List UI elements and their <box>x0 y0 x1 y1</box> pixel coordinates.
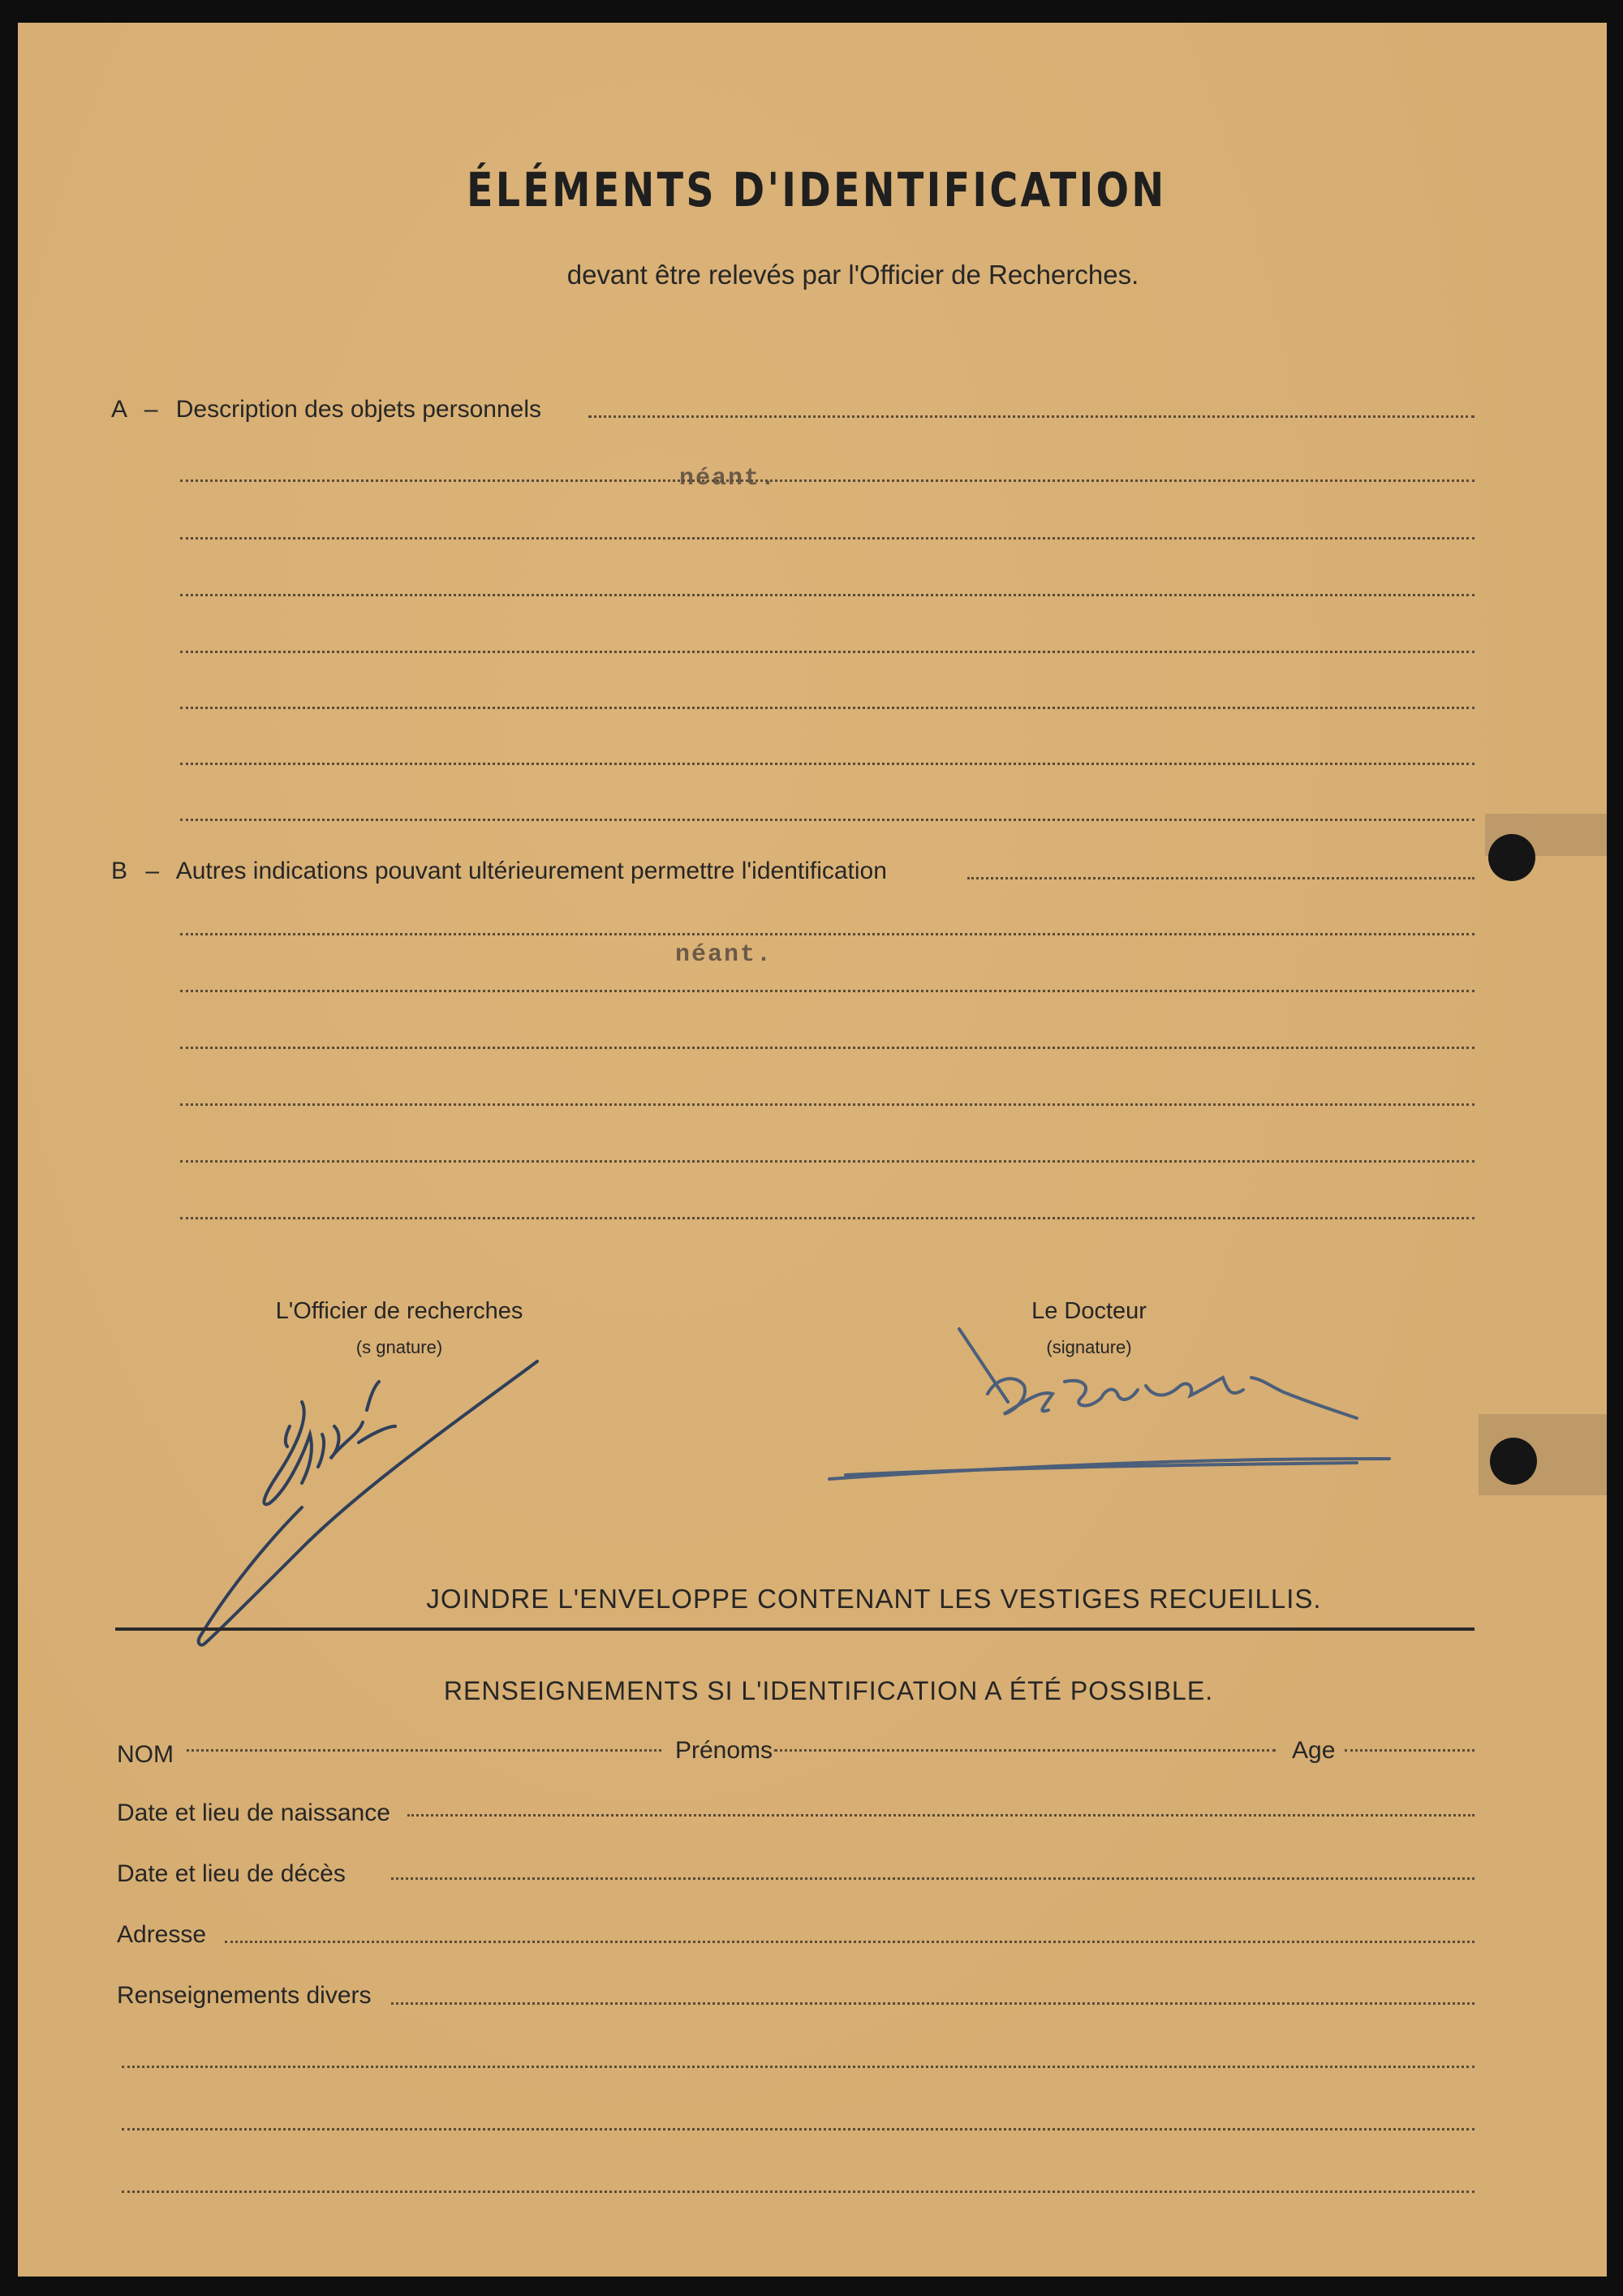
age-field <box>1345 1749 1474 1752</box>
naissance-field <box>407 1814 1474 1817</box>
page-title: ÉLÉMENTS D'IDENTIFICATION <box>467 162 1167 217</box>
punch-hole-top <box>1488 834 1535 881</box>
section-a-dash: – <box>144 396 158 423</box>
adresse-field <box>225 1941 1474 1943</box>
section-a-line-1 <box>588 415 1474 418</box>
officer-signature-title: L'Officier de recherches <box>275 1298 523 1324</box>
identification-heading: RENSEIGNEMENTS SI L'IDENTIFICATION A ÉTÉ POSSIBLE. <box>443 1676 1214 1705</box>
section-a-letter: A <box>111 396 127 423</box>
section-b-label: Autres indications pouvant ultérieurement permettre l'identification <box>175 858 887 884</box>
doctor-signature-title: Le Docteur <box>1031 1298 1147 1324</box>
prenoms-field <box>774 1749 1276 1752</box>
divers-field-3 <box>122 2128 1474 2130</box>
page-subtitle: devant être relevés par l'Officier de Recherches. <box>566 260 1139 290</box>
section-divider <box>115 1627 1474 1631</box>
section-b-letter: B <box>111 858 128 884</box>
section-a-line-3 <box>180 537 1474 540</box>
nom-label: NOM <box>117 1741 174 1768</box>
adresse-label: Adresse <box>117 1921 207 1948</box>
punch-hole-bottom <box>1490 1438 1537 1485</box>
section-b-line-1 <box>967 877 1474 879</box>
section-b-line-6 <box>180 1160 1474 1163</box>
doctor-signature-caption: (signature) <box>1046 1337 1132 1357</box>
section-a-line-2 <box>180 479 1474 482</box>
divers-field-4 <box>122 2191 1474 2193</box>
section-b-line-4 <box>180 1047 1474 1049</box>
document-sheet <box>18 23 1607 2277</box>
section-a-heading <box>111 396 541 424</box>
section-b-heading <box>111 858 887 885</box>
section-b-line-3 <box>180 990 1474 992</box>
divers-label: Renseignements divers <box>117 1982 372 2009</box>
naissance-label: Date et lieu de naissance <box>117 1799 390 1826</box>
section-b-line-2 <box>180 933 1474 935</box>
section-a-line-8 <box>180 819 1474 821</box>
section-b-dash: – <box>145 858 160 884</box>
section-a-line-6 <box>180 707 1474 709</box>
section-a-line-7 <box>180 763 1474 765</box>
envelope-notice: JOINDRE L'ENVELOPPE CONTENANT LES VESTIGES RECUEILLIS. <box>426 1584 1322 1614</box>
section-a-typed-value: néant. <box>679 465 777 492</box>
deces-label: Date et lieu de décès <box>117 1860 346 1887</box>
prenoms-label: Prénoms <box>675 1737 773 1764</box>
section-b-typed-value: néant. <box>675 941 773 969</box>
section-a-line-5 <box>180 651 1474 653</box>
doctor-signature <box>821 1321 1406 1499</box>
deces-field <box>391 1877 1474 1880</box>
divers-field-1 <box>391 2002 1474 2005</box>
section-b-line-7 <box>180 1217 1474 1219</box>
officer-signature-caption: (s gnature) <box>355 1337 443 1357</box>
nom-field <box>187 1749 661 1752</box>
section-b-line-5 <box>180 1103 1474 1106</box>
section-a-line-4 <box>180 594 1474 596</box>
age-label: Age <box>1292 1737 1336 1764</box>
section-a-label: Description des objets personnels <box>175 396 541 423</box>
divers-field-2 <box>122 2066 1474 2068</box>
